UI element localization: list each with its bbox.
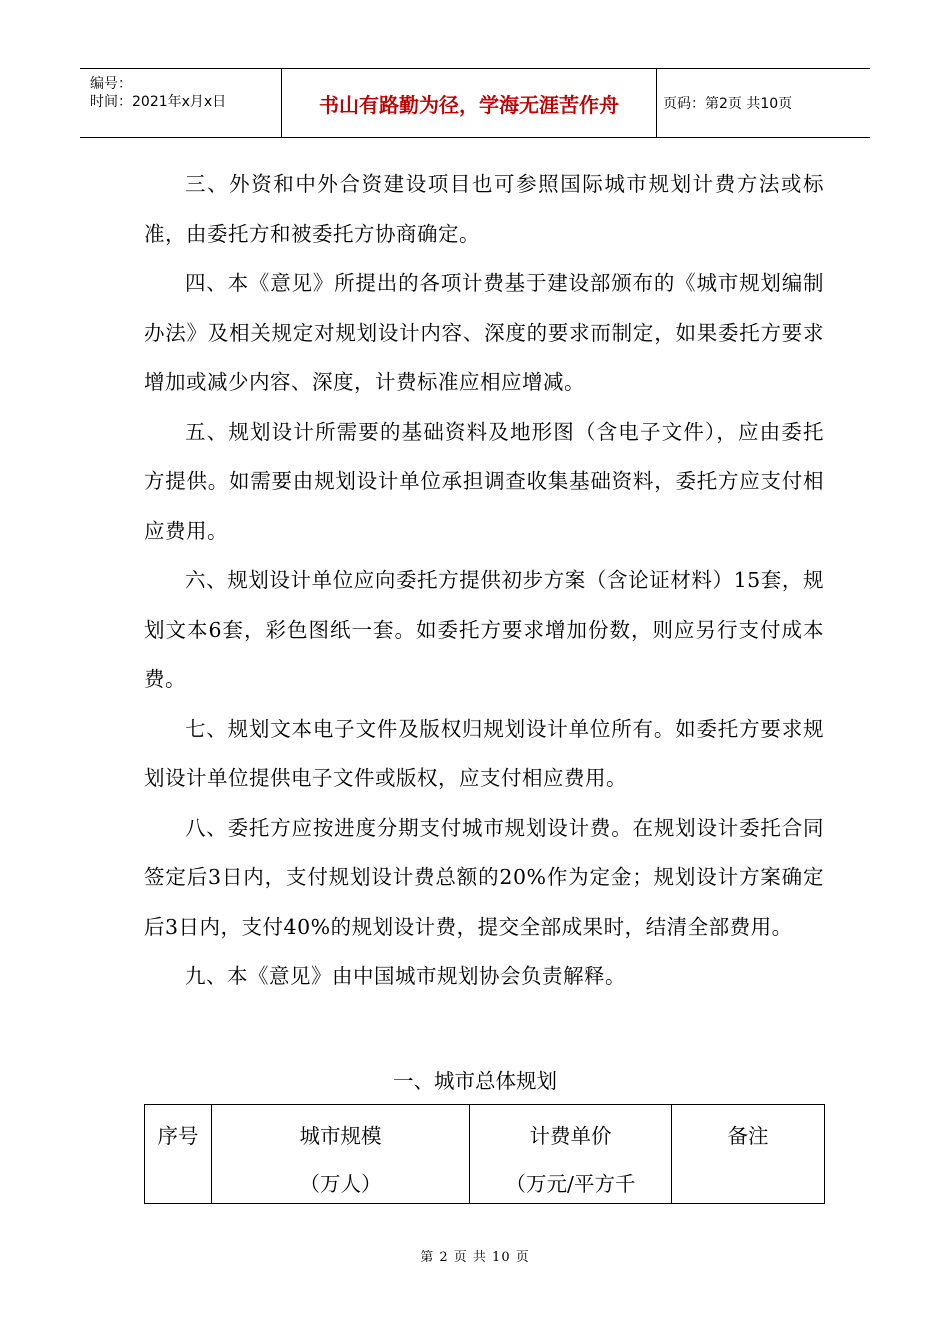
header-meta <box>80 69 281 137</box>
page-footer: 第 2 页 共 10 页 <box>420 1250 530 1265</box>
paragraph-5: 五、规划设计所需要的基础资料及地形图（含电子文件），应由委托方提供。如需要由规划设计单位承担调查收集基础资料，委托方应支付相应费用。 <box>144 419 824 543</box>
header-cell-remarks <box>672 1105 825 1204</box>
table-title: 一、城市总体规划 <box>393 1069 557 1093</box>
document-number-label: 编号： <box>90 76 132 92</box>
header-cell-line1: 备注 <box>727 1124 769 1148</box>
paragraph-9: 九、本《意见》由中国城市规划协会负责解释。 <box>185 964 626 988</box>
document-body <box>144 160 824 1002</box>
header-cell-line2: （万人） <box>299 1172 382 1196</box>
paragraph-3: 三、外资和中外合资建设项目也可参照国际城市规划计费方法或标准，由委托方和被委托方协商确定。 <box>144 172 824 246</box>
paragraph-4: 四、本《意见》所提出的各项计费基于建设部颁布的《城市规划编制办法》及相关规定对规划设计内容、深度的要求而制定，如果委托方要求增加或减少内容、深度，计费标准应相应增减。 <box>144 271 824 394</box>
header-cell-unit-price <box>470 1105 672 1204</box>
header-cell-line1: 城市规模 <box>299 1124 382 1148</box>
header-cell-line1: 计费单价 <box>529 1124 612 1148</box>
table-header-row <box>145 1105 825 1204</box>
paragraph-8: 八、委托方应按进度分期支付城市规划设计费。在规划设计委托合同签定后3日内，支付规划设计费总额的20%作为定金；规划设计方案确定后3日内，支付40%的规划设计费，提交全部成果时，结清全部费用。 <box>144 815 824 939</box>
fee-table <box>144 1104 825 1204</box>
document-header <box>80 68 870 138</box>
header-cell-line2: （万元/平方千 <box>505 1172 636 1196</box>
paragraph-7: 七、规划文本电子文件及版权归规划设计单位所有。如委托方要求规划设计单位提供电子文件或版权，应支付相应费用。 <box>144 716 824 790</box>
header-cell-city-scale <box>212 1105 470 1204</box>
header-motto: 书山有路勤为径，学海无涯苦作舟 <box>281 69 657 137</box>
header-cell-line1: 序号 <box>157 1124 199 1148</box>
header-cell-index <box>145 1105 212 1204</box>
document-date: 时间：2021年x月x日 <box>90 94 227 110</box>
paragraph-6: 六、规划设计单位应向委托方提供初步方案（含论证材料）15套，规划文本6套，彩色图纸一套。如委托方要求增加份数，则应另行支付成本费。 <box>144 568 824 691</box>
header-page-info: 页码：第2页 共10页 <box>663 96 793 112</box>
